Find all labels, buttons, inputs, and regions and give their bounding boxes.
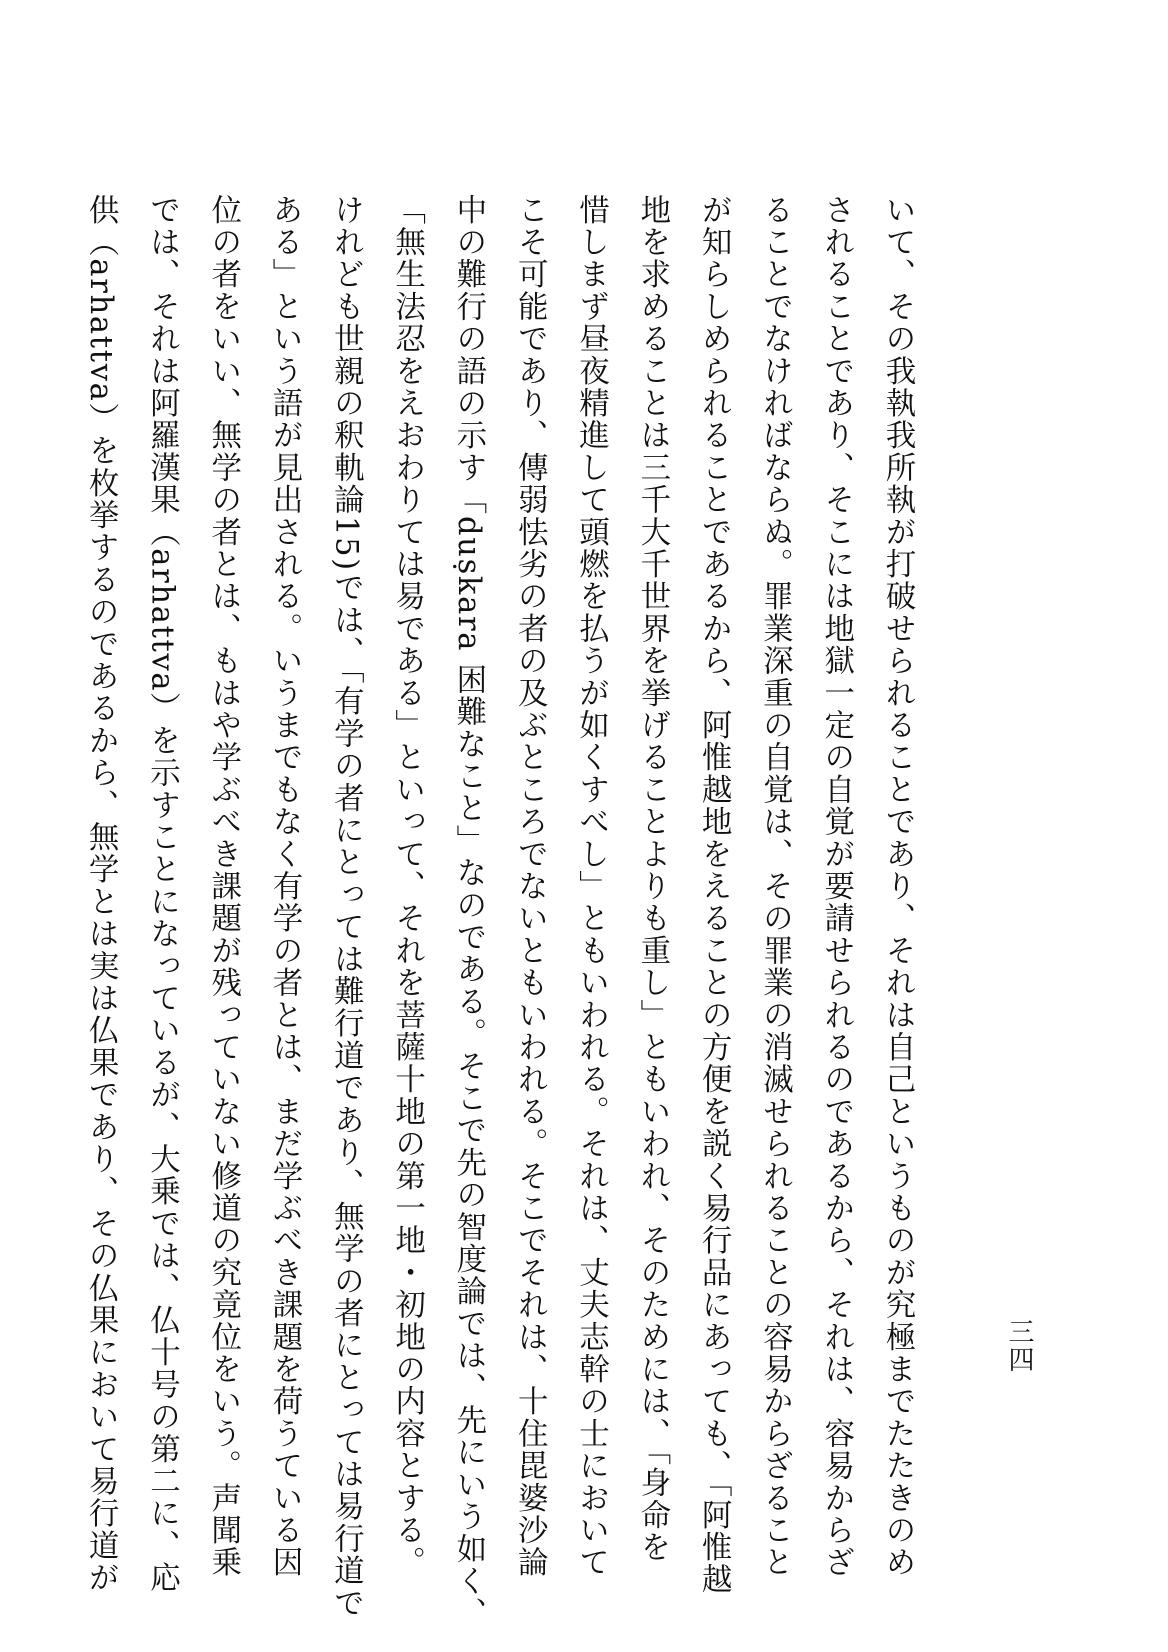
text-line: されることであり、そこには地獄一定の自覚が要請せられるのであるから、それは、容易からざ [818, 194, 854, 1579]
text-line: けれども世親の釈軌論15)では、「有学の者にとっては難行道であり、無学の者にとっては易行道で [328, 194, 364, 1620]
text-line: 位の者をいい、無学の者とは、もはや学ぶべき課題が残っていない修道の究竟位をいう。声聞乗 [205, 194, 241, 1579]
text-line: こそ可能であり、傳弱怯劣の者の及ぶところでないともいわれる。そこでそれは、十住毘婆沙論 [512, 194, 548, 1579]
text-line: 地を求めることは三千大千世界を挙げることよりも重し」ともいわれ、そのためには、「身命を [634, 194, 670, 1564]
text-line: が知らしめられることであるから、阿惟越地をえることの方便を説く易行品にあっても、「阿惟越 [696, 194, 732, 1596]
text-line: いて、その我執我所執が打破せられることであり、それは自己というものが究極までたたきのめ [880, 194, 915, 1579]
text-line: ある」という語が見出される。いうまでもなく有学の者とは、まだ学ぶべき課題を荷うている因 [267, 194, 303, 1579]
page-number: 三四 [1004, 1318, 1034, 1374]
text-line: では、それは阿羅漢果（arhattva）を示すことになっているが、大乗では、仏十号の第二に、応 [144, 194, 180, 1594]
text-line: 「無生法忍をえおわりては易である」といって、それを菩薩十地の第一地・初地の内容とする。 [389, 194, 425, 1579]
text-line: 供（arhattva）を枚挙するのであるから、無学とは実は仏果であり、その仏果において易行道が [83, 194, 119, 1594]
text-line: 中の難行の語の示す「duṣkara 困難なこと」なのである。そこで先の智度論では、先にいう如く、 [450, 194, 486, 1630]
text-line: 惜しまず昼夜精進して頭燃を払うが如くすべし」ともいわれる。それは、丈夫志幹の士において [573, 194, 609, 1579]
text-line: ることでなければならぬ。罪業深重の自覚は、その罪業の消滅せられることの容易からざること [757, 194, 793, 1579]
body-text [70, 194, 928, 1630]
